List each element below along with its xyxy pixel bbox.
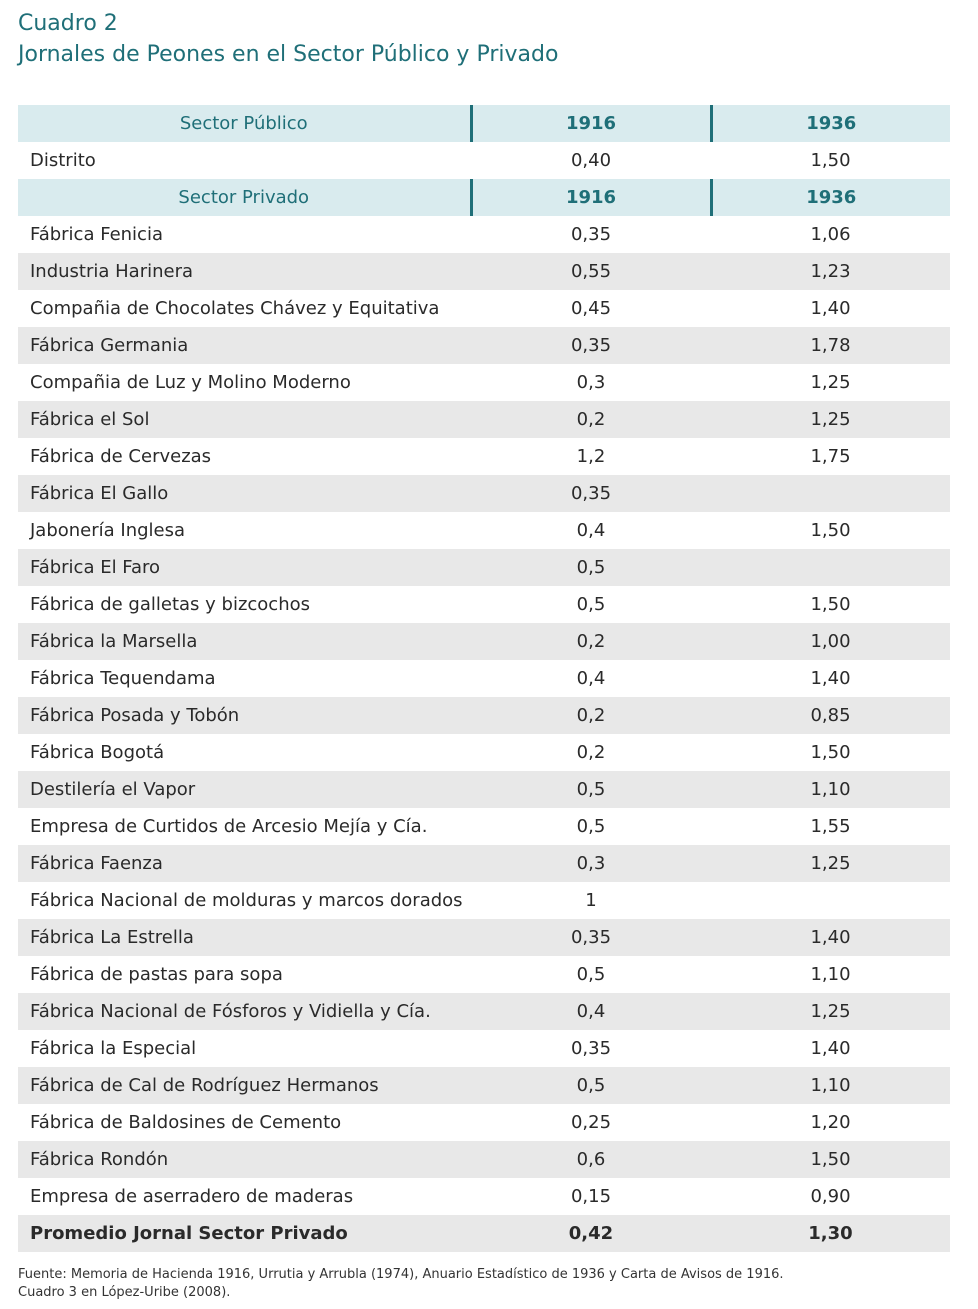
row-value-1936: 1,30	[711, 1215, 950, 1252]
table-row	[18, 549, 950, 586]
row-value-1936: 1,20	[810, 1112, 851, 1133]
private-sector-header	[18, 179, 950, 216]
row-value-1916: 0,35	[570, 224, 612, 245]
row-value-1936: 1,25	[810, 372, 851, 393]
row-name: Fábrica La Estrella	[18, 919, 471, 956]
row-value-1916: 0,2	[576, 742, 606, 763]
row-value-1916: 0,4	[471, 993, 711, 1030]
table-row	[18, 253, 950, 290]
row-value-1916: 0,5	[576, 964, 606, 985]
row-value-1936: 1,25	[711, 993, 950, 1030]
row-value-1936	[711, 475, 950, 512]
row-name: Fábrica de galletas y bizcochos	[30, 594, 311, 615]
row-name: Empresa de Curtidos de Arcesio Mejía y Cía.	[30, 816, 428, 837]
row-name: Fábrica Germania	[18, 327, 471, 364]
table-row	[18, 697, 950, 734]
source-line-2: Cuadro 3 en López-Uribe (2008).	[18, 1285, 231, 1300]
row-value-1916: 0,5	[471, 549, 711, 586]
row-value-1916: 0,4	[576, 668, 606, 689]
table-row	[18, 1067, 950, 1104]
row-value-1916: 0,35	[471, 327, 711, 364]
row-name: Promedio Jornal Sector Privado	[18, 1215, 471, 1252]
table-row	[18, 808, 950, 845]
row-name: Fábrica Bogotá	[30, 742, 165, 763]
table-row	[18, 623, 950, 660]
row-name: Fábrica Posada y Tobón	[18, 697, 471, 734]
table-row	[18, 1178, 950, 1215]
row-name: Fábrica de pastas para sopa	[30, 964, 283, 985]
header-year-1916: 1916	[471, 105, 711, 142]
row-value-1936	[711, 549, 950, 586]
row-value-1916: 0,2	[471, 623, 711, 660]
title-line-2: Jornales de Peones en el Sector Público y Privado	[18, 42, 559, 67]
header-year-1936: 1936	[711, 179, 950, 216]
row-name: Industria Harinera	[18, 253, 471, 290]
header-year-1936: 1936	[711, 105, 950, 142]
table-row	[18, 364, 950, 401]
header-year-1916: 1916	[471, 179, 711, 216]
row-name: Fábrica El Faro	[18, 549, 471, 586]
row-value-1916: 0,6	[471, 1141, 711, 1178]
row-value-1916: 0,55	[471, 253, 711, 290]
row-name: Fábrica de Cal de Rodríguez Hermanos	[18, 1067, 471, 1104]
table-row	[18, 512, 950, 549]
row-name: Fábrica Rondón	[18, 1141, 471, 1178]
row-value-1916: 0,3	[471, 845, 711, 882]
row-value-1916: 0,42	[471, 1215, 711, 1252]
row-name: Compañia de Luz y Molino Moderno	[30, 372, 351, 393]
row-value-1936: 1,50	[810, 742, 851, 763]
table-row	[18, 771, 950, 808]
row-value-1936: 1,75	[810, 446, 851, 467]
row-name: Fábrica de Baldosines de Cemento	[30, 1112, 342, 1133]
table-row	[18, 1141, 950, 1178]
table-row	[18, 1030, 950, 1067]
row-name: Destilería el Vapor	[18, 771, 471, 808]
table-row	[18, 475, 950, 512]
row-value-1936	[711, 882, 950, 919]
row-value-1916: 0,5	[576, 594, 606, 615]
row-value-1936: 1,50	[810, 594, 851, 615]
public-sector-header	[18, 105, 950, 142]
source-line-1: Fuente: Memoria de Hacienda 1916, Urrutia y Arrubla (1974), Anuario Estadístico de 1936 y Carta de Avisos de 1916.	[18, 1267, 784, 1282]
row-value-1936: 1,50	[810, 150, 851, 171]
private-sector-label: Sector Privado	[18, 179, 471, 216]
row-name: Fábrica la Marsella	[18, 623, 471, 660]
table-row	[18, 438, 950, 475]
row-value-1916: 0,35	[471, 475, 711, 512]
row-value-1936: 1,50	[810, 520, 851, 541]
row-name: Fábrica de Cervezas	[30, 446, 212, 467]
row-name: Empresa de aserradero de maderas	[30, 1186, 354, 1207]
table-row	[18, 882, 950, 919]
row-value-1916: 0,35	[471, 919, 711, 956]
row-name: Fábrica El Gallo	[18, 475, 471, 512]
row-value-1936: 1,10	[810, 964, 851, 985]
row-name: Fábrica el Sol	[18, 401, 471, 438]
table-row	[18, 290, 950, 327]
row-value-1916: 0,25	[570, 1112, 612, 1133]
table-row	[18, 327, 950, 364]
row-value-1916: 0,15	[570, 1186, 612, 1207]
source-note	[18, 1266, 784, 1302]
row-value-1936: 1,25	[711, 401, 950, 438]
row-value-1936: 0,85	[711, 697, 950, 734]
row-value-1916: 0,2	[471, 401, 711, 438]
row-value-1936: 1,50	[711, 1141, 950, 1178]
row-name: Fábrica Nacional de Fósforos y Vidiella y Cía.	[18, 993, 471, 1030]
row-name: Fábrica la Especial	[30, 1038, 197, 1059]
table-row	[18, 845, 950, 882]
row-value-1916: 0,2	[471, 697, 711, 734]
row-name: Compañia de Chocolates Chávez y Equitativa	[30, 298, 440, 319]
table-row	[18, 586, 950, 623]
row-name: Fábrica Fenicia	[30, 224, 163, 245]
row-value-1916: 1	[585, 890, 597, 911]
row-value-1936: 1,40	[810, 1038, 851, 1059]
row-name: Distrito	[30, 150, 96, 171]
average-row	[18, 1215, 950, 1252]
row-value-1936: 1,06	[810, 224, 851, 245]
row-value-1936: 0,90	[810, 1186, 851, 1207]
table-row	[18, 401, 950, 438]
row-value-1936: 1,78	[711, 327, 950, 364]
row-value-1936: 1,10	[711, 771, 950, 808]
row-value-1916: 0,45	[570, 298, 612, 319]
row-name: Fábrica Faenza	[18, 845, 471, 882]
table-row	[18, 734, 950, 771]
row-value-1936: 1,40	[711, 919, 950, 956]
table-row	[18, 660, 950, 697]
row-value-1916: 0,40	[570, 150, 612, 171]
row-value-1936: 1,25	[711, 845, 950, 882]
row-value-1916: 0,3	[576, 372, 606, 393]
row-value-1916: 0,4	[576, 520, 606, 541]
row-value-1916: 0,5	[471, 1067, 711, 1104]
row-name: Fábrica Tequendama	[30, 668, 216, 689]
table-row	[18, 956, 950, 993]
row-name: Jabonería Inglesa	[30, 520, 186, 541]
row-value-1936: 1,55	[810, 816, 851, 837]
table-row	[18, 993, 950, 1030]
row-value-1936: 1,40	[810, 298, 851, 319]
table-row	[18, 216, 950, 253]
row-value-1936: 1,10	[711, 1067, 950, 1104]
public-sector-label: Sector Público	[18, 105, 471, 142]
table-row	[18, 142, 950, 179]
row-name: Fábrica Nacional de molduras y marcos dorados	[30, 890, 463, 911]
table-row	[18, 1104, 950, 1141]
row-value-1916: 1,2	[576, 446, 606, 467]
row-value-1936: 1,23	[711, 253, 950, 290]
row-value-1916: 0,5	[576, 816, 606, 837]
row-value-1916: 0,35	[570, 1038, 612, 1059]
wages-table-body	[18, 105, 950, 1252]
table-title	[18, 8, 558, 70]
wages-table	[18, 105, 950, 1252]
title-line-1: Cuadro 2	[18, 11, 118, 36]
table-row	[18, 919, 950, 956]
row-value-1936: 1,40	[810, 668, 851, 689]
row-value-1936: 1,00	[711, 623, 950, 660]
row-value-1916: 0,5	[471, 771, 711, 808]
